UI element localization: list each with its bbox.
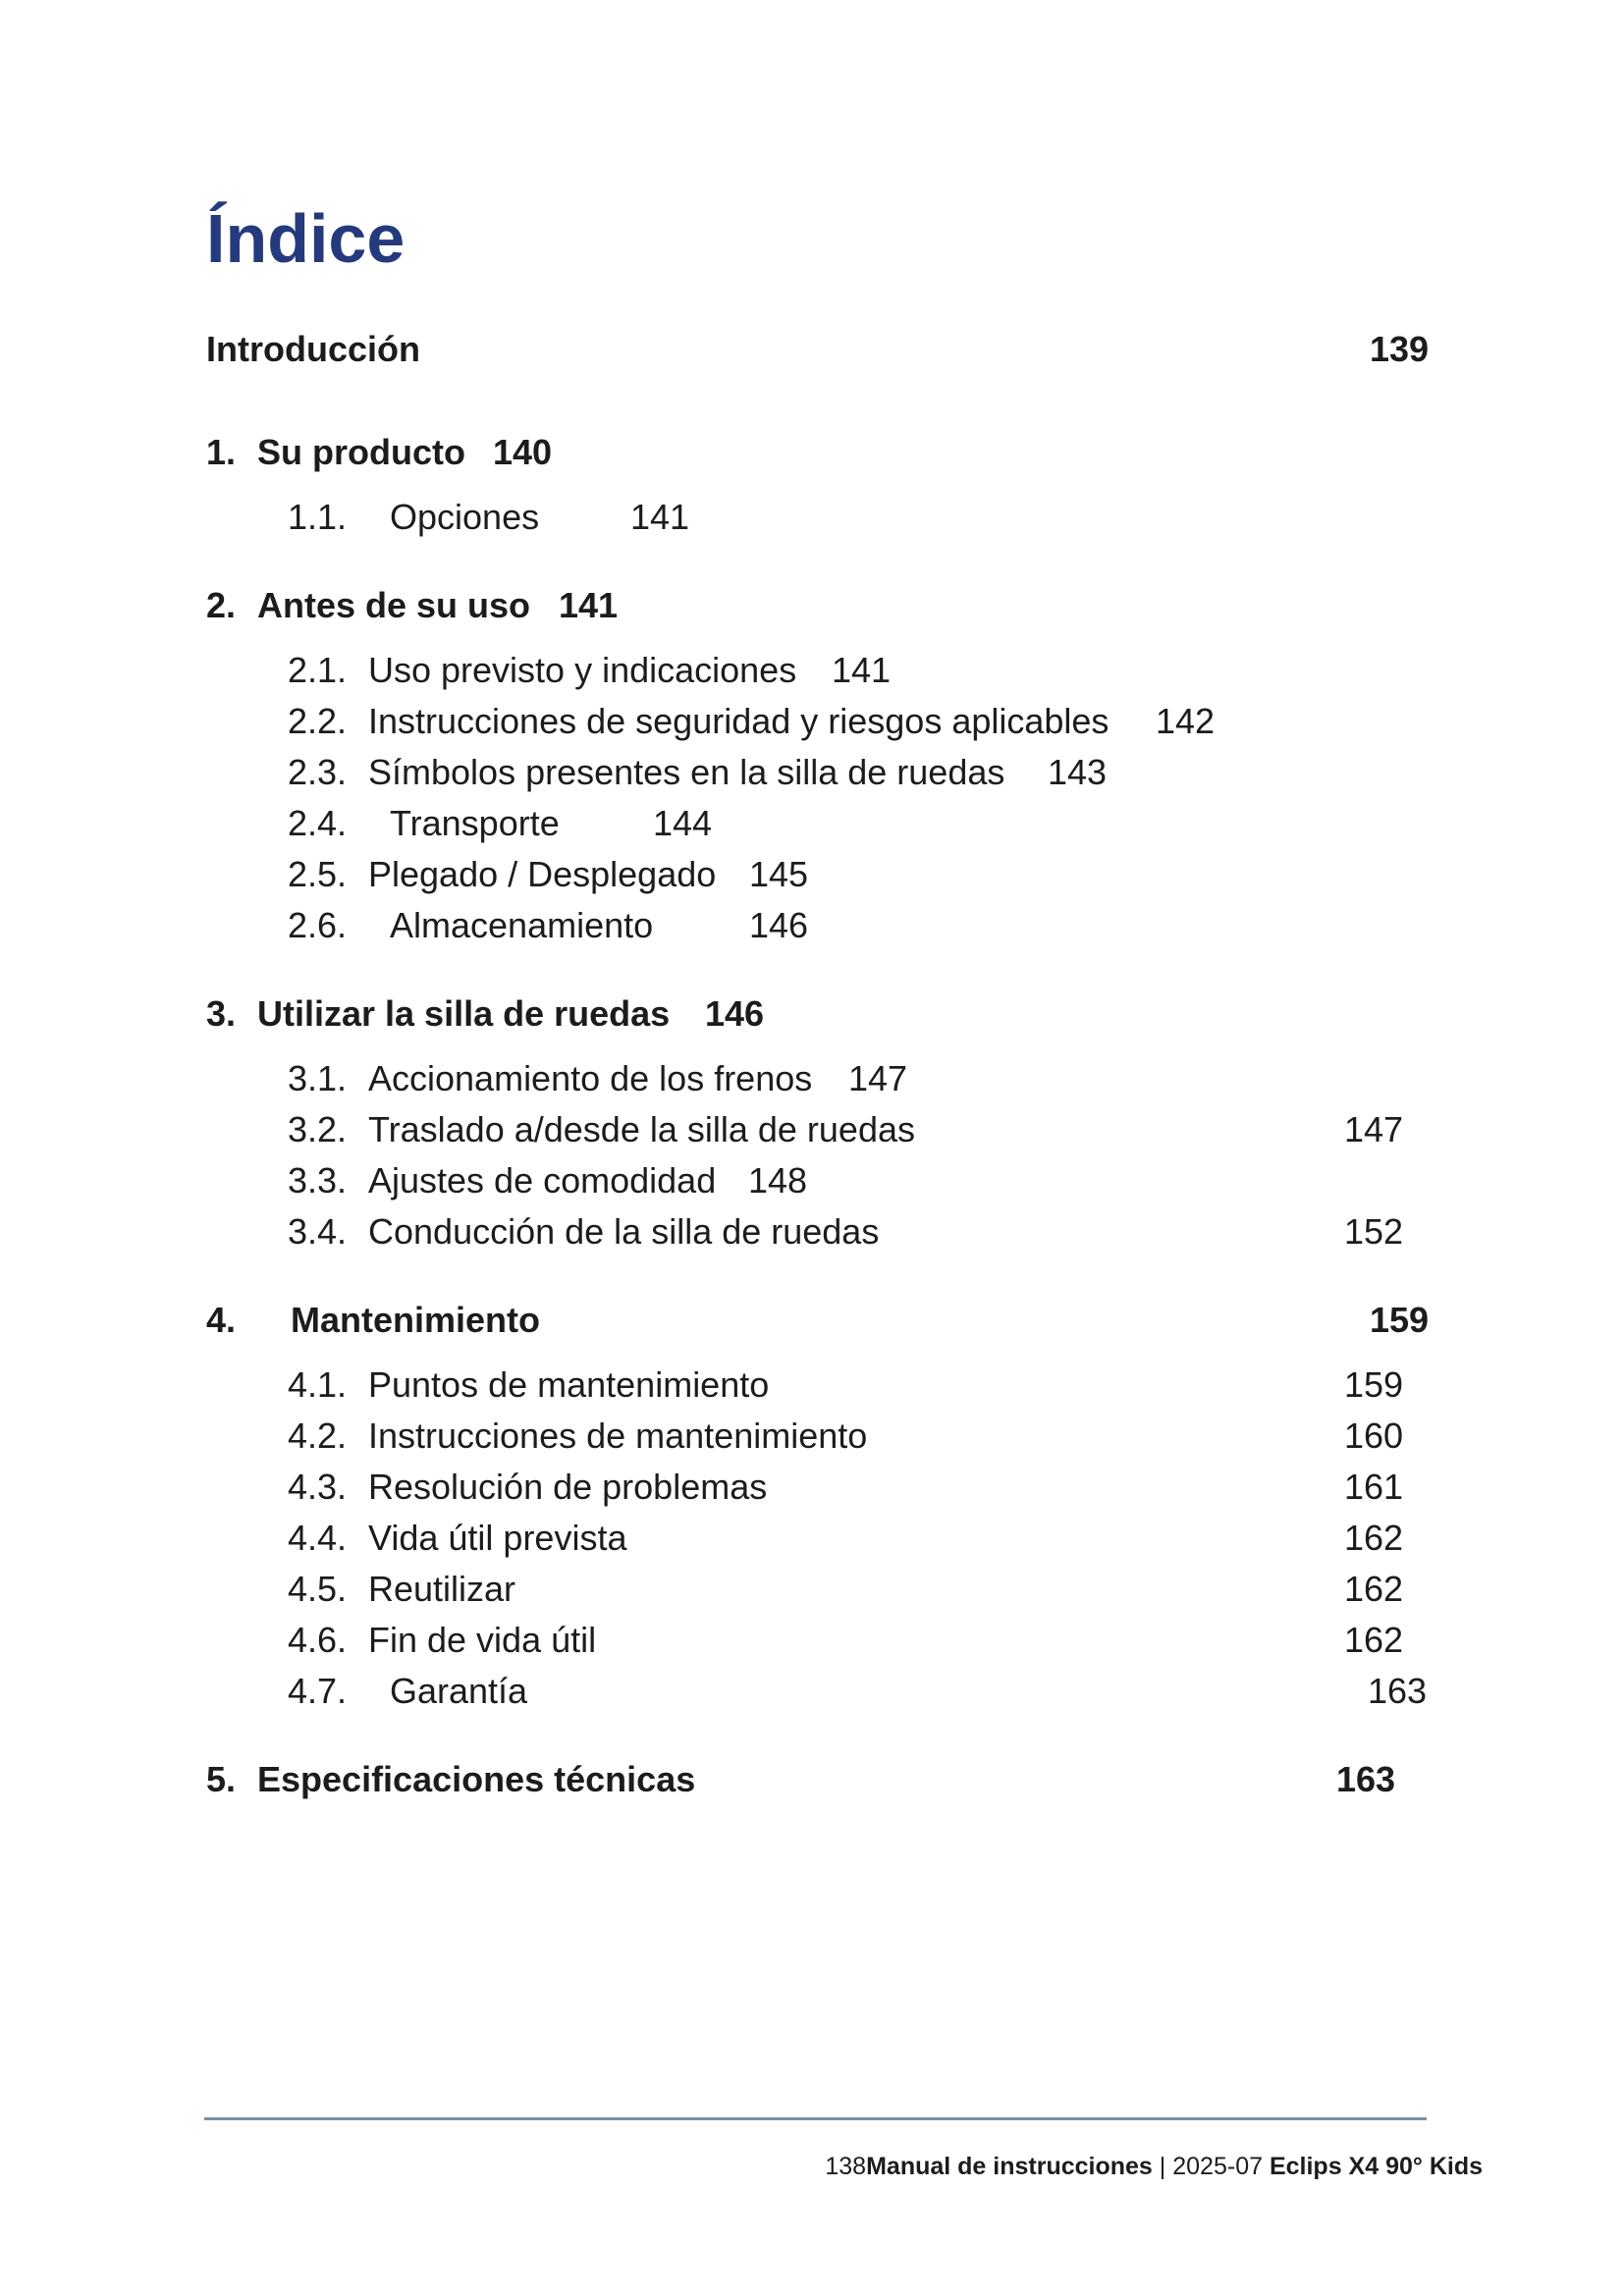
toc-item-3-1-page: 147 <box>848 1058 908 1098</box>
toc-section-4-label[interactable]: Mantenimiento <box>291 1300 541 1340</box>
toc-item-4-4-page: 162 <box>1344 1518 1404 1558</box>
toc-item-4-3-number: 4.3. <box>288 1467 348 1507</box>
toc-item-3-1-label[interactable]: Accionamiento de los frenos <box>368 1058 813 1098</box>
toc-item-3-3-number: 3.3. <box>288 1160 348 1201</box>
toc-item-4-5-label[interactable]: Reutilizar <box>368 1569 516 1609</box>
toc-section-3-page: 146 <box>705 993 765 1034</box>
footer-manual-label: Manual de instrucciones <box>866 2153 1153 2180</box>
toc-item-4-2-number: 4.2. <box>288 1415 348 1456</box>
toc-item-2-2-label[interactable]: Instrucciones de seguridad y riesgos aplicables <box>368 701 1110 741</box>
page-footer <box>825 2153 1483 2181</box>
toc-item-4-3-label[interactable]: Resolución de problemas <box>368 1467 768 1507</box>
footer-page-number: 138 <box>825 2153 867 2180</box>
toc-item-4-6-number: 4.6. <box>288 1620 348 1660</box>
toc-item-3-3-page: 148 <box>748 1160 808 1201</box>
toc-item-2-5-page: 145 <box>749 854 809 894</box>
toc-item-2-3-label[interactable]: Símbolos presentes en la silla de ruedas <box>368 752 1005 792</box>
toc-item-3-4-page: 152 <box>1344 1211 1404 1252</box>
toc-item-4-5-number: 4.5. <box>288 1569 348 1609</box>
toc-item-4-4-number: 4.4. <box>288 1518 348 1558</box>
toc-item-4-3-page: 161 <box>1344 1467 1404 1507</box>
toc-item-1-1-label[interactable]: Opciones <box>390 497 540 537</box>
toc-item-1-1-number: 1.1. <box>288 497 348 537</box>
toc-item-1-1-page: 141 <box>630 497 690 537</box>
toc-section-1-page: 140 <box>493 432 553 472</box>
toc-section-4-number: 4. <box>206 1300 237 1340</box>
toc-item-2-1-number: 2.1. <box>288 650 348 690</box>
toc-item-3-2-label[interactable]: Traslado a/desde la silla de ruedas <box>368 1109 915 1149</box>
toc-item-2-6-number: 2.6. <box>288 905 348 945</box>
toc-intro-page: 139 <box>1370 329 1430 369</box>
toc-section-2-number: 2. <box>206 585 237 625</box>
toc-section-4-page: 159 <box>1370 1300 1430 1340</box>
toc-item-4-1-number: 4.1. <box>288 1364 348 1405</box>
toc-section-5-page: 163 <box>1336 1759 1396 1799</box>
toc-item-2-4-number: 2.4. <box>288 803 348 843</box>
toc-item-3-2-number: 3.2. <box>288 1109 348 1149</box>
toc-section-1-label[interactable]: Su producto <box>257 432 465 472</box>
toc-item-4-2-page: 160 <box>1344 1415 1404 1456</box>
toc-section-2-page: 141 <box>559 585 619 625</box>
toc-item-2-2-page: 142 <box>1156 701 1216 741</box>
footer-separator: | <box>1159 2153 1166 2180</box>
toc-item-4-5-page: 162 <box>1344 1569 1404 1609</box>
toc-item-4-6-label[interactable]: Fin de vida útil <box>368 1620 597 1660</box>
toc-item-4-6-page: 162 <box>1344 1620 1404 1660</box>
toc-item-2-1-page: 141 <box>832 650 892 690</box>
toc-item-2-5-number: 2.5. <box>288 854 348 894</box>
toc-section-5-label[interactable]: Especificaciones técnicas <box>257 1759 696 1799</box>
toc-item-2-6-page: 146 <box>749 905 809 945</box>
page-title: Índice <box>206 200 406 277</box>
toc-item-3-3-label[interactable]: Ajustes de comodidad <box>368 1160 717 1201</box>
toc-item-4-2-label[interactable]: Instrucciones de mantenimiento <box>368 1415 868 1456</box>
footer-product-name: Eclips X4 90° Kids <box>1269 2153 1483 2180</box>
toc-item-2-1-label[interactable]: Uso previsto y indicaciones <box>368 650 797 690</box>
toc-item-2-5-label[interactable]: Plegado / Desplegado <box>368 854 717 894</box>
toc-section-3-number: 3. <box>206 993 237 1034</box>
footer-date: 2025-07 <box>1172 2153 1263 2180</box>
toc-item-3-2-page: 147 <box>1344 1109 1404 1149</box>
toc-item-2-4-label[interactable]: Transporte <box>390 803 560 843</box>
toc-item-3-4-label[interactable]: Conducción de la silla de ruedas <box>368 1211 880 1252</box>
toc-intro-label[interactable]: Introducción <box>206 329 420 369</box>
toc-item-2-3-page: 143 <box>1048 752 1108 792</box>
toc-item-4-4-label[interactable]: Vida útil prevista <box>368 1518 627 1558</box>
toc-section-3-label[interactable]: Utilizar la silla de ruedas <box>257 993 671 1034</box>
toc-item-3-1-number: 3.1. <box>288 1058 348 1098</box>
toc-item-4-7-page: 163 <box>1368 1671 1428 1711</box>
toc-item-2-6-label[interactable]: Almacenamiento <box>390 905 654 945</box>
toc-item-4-7-number: 4.7. <box>288 1671 348 1711</box>
toc-section-2-label[interactable]: Antes de su uso <box>257 585 531 625</box>
toc-item-2-3-number: 2.3. <box>288 752 348 792</box>
toc-item-4-7-label[interactable]: Garantía <box>390 1671 528 1711</box>
toc-section-1-number: 1. <box>206 432 237 472</box>
toc-item-4-1-label[interactable]: Puntos de mantenimiento <box>368 1364 770 1405</box>
toc-item-2-2-number: 2.2. <box>288 701 348 741</box>
footer-divider <box>204 2117 1427 2120</box>
toc-section-5-number: 5. <box>206 1759 237 1799</box>
toc-item-4-1-page: 159 <box>1344 1364 1404 1405</box>
toc-item-2-4-page: 144 <box>653 803 713 843</box>
toc-item-3-4-number: 3.4. <box>288 1211 348 1252</box>
